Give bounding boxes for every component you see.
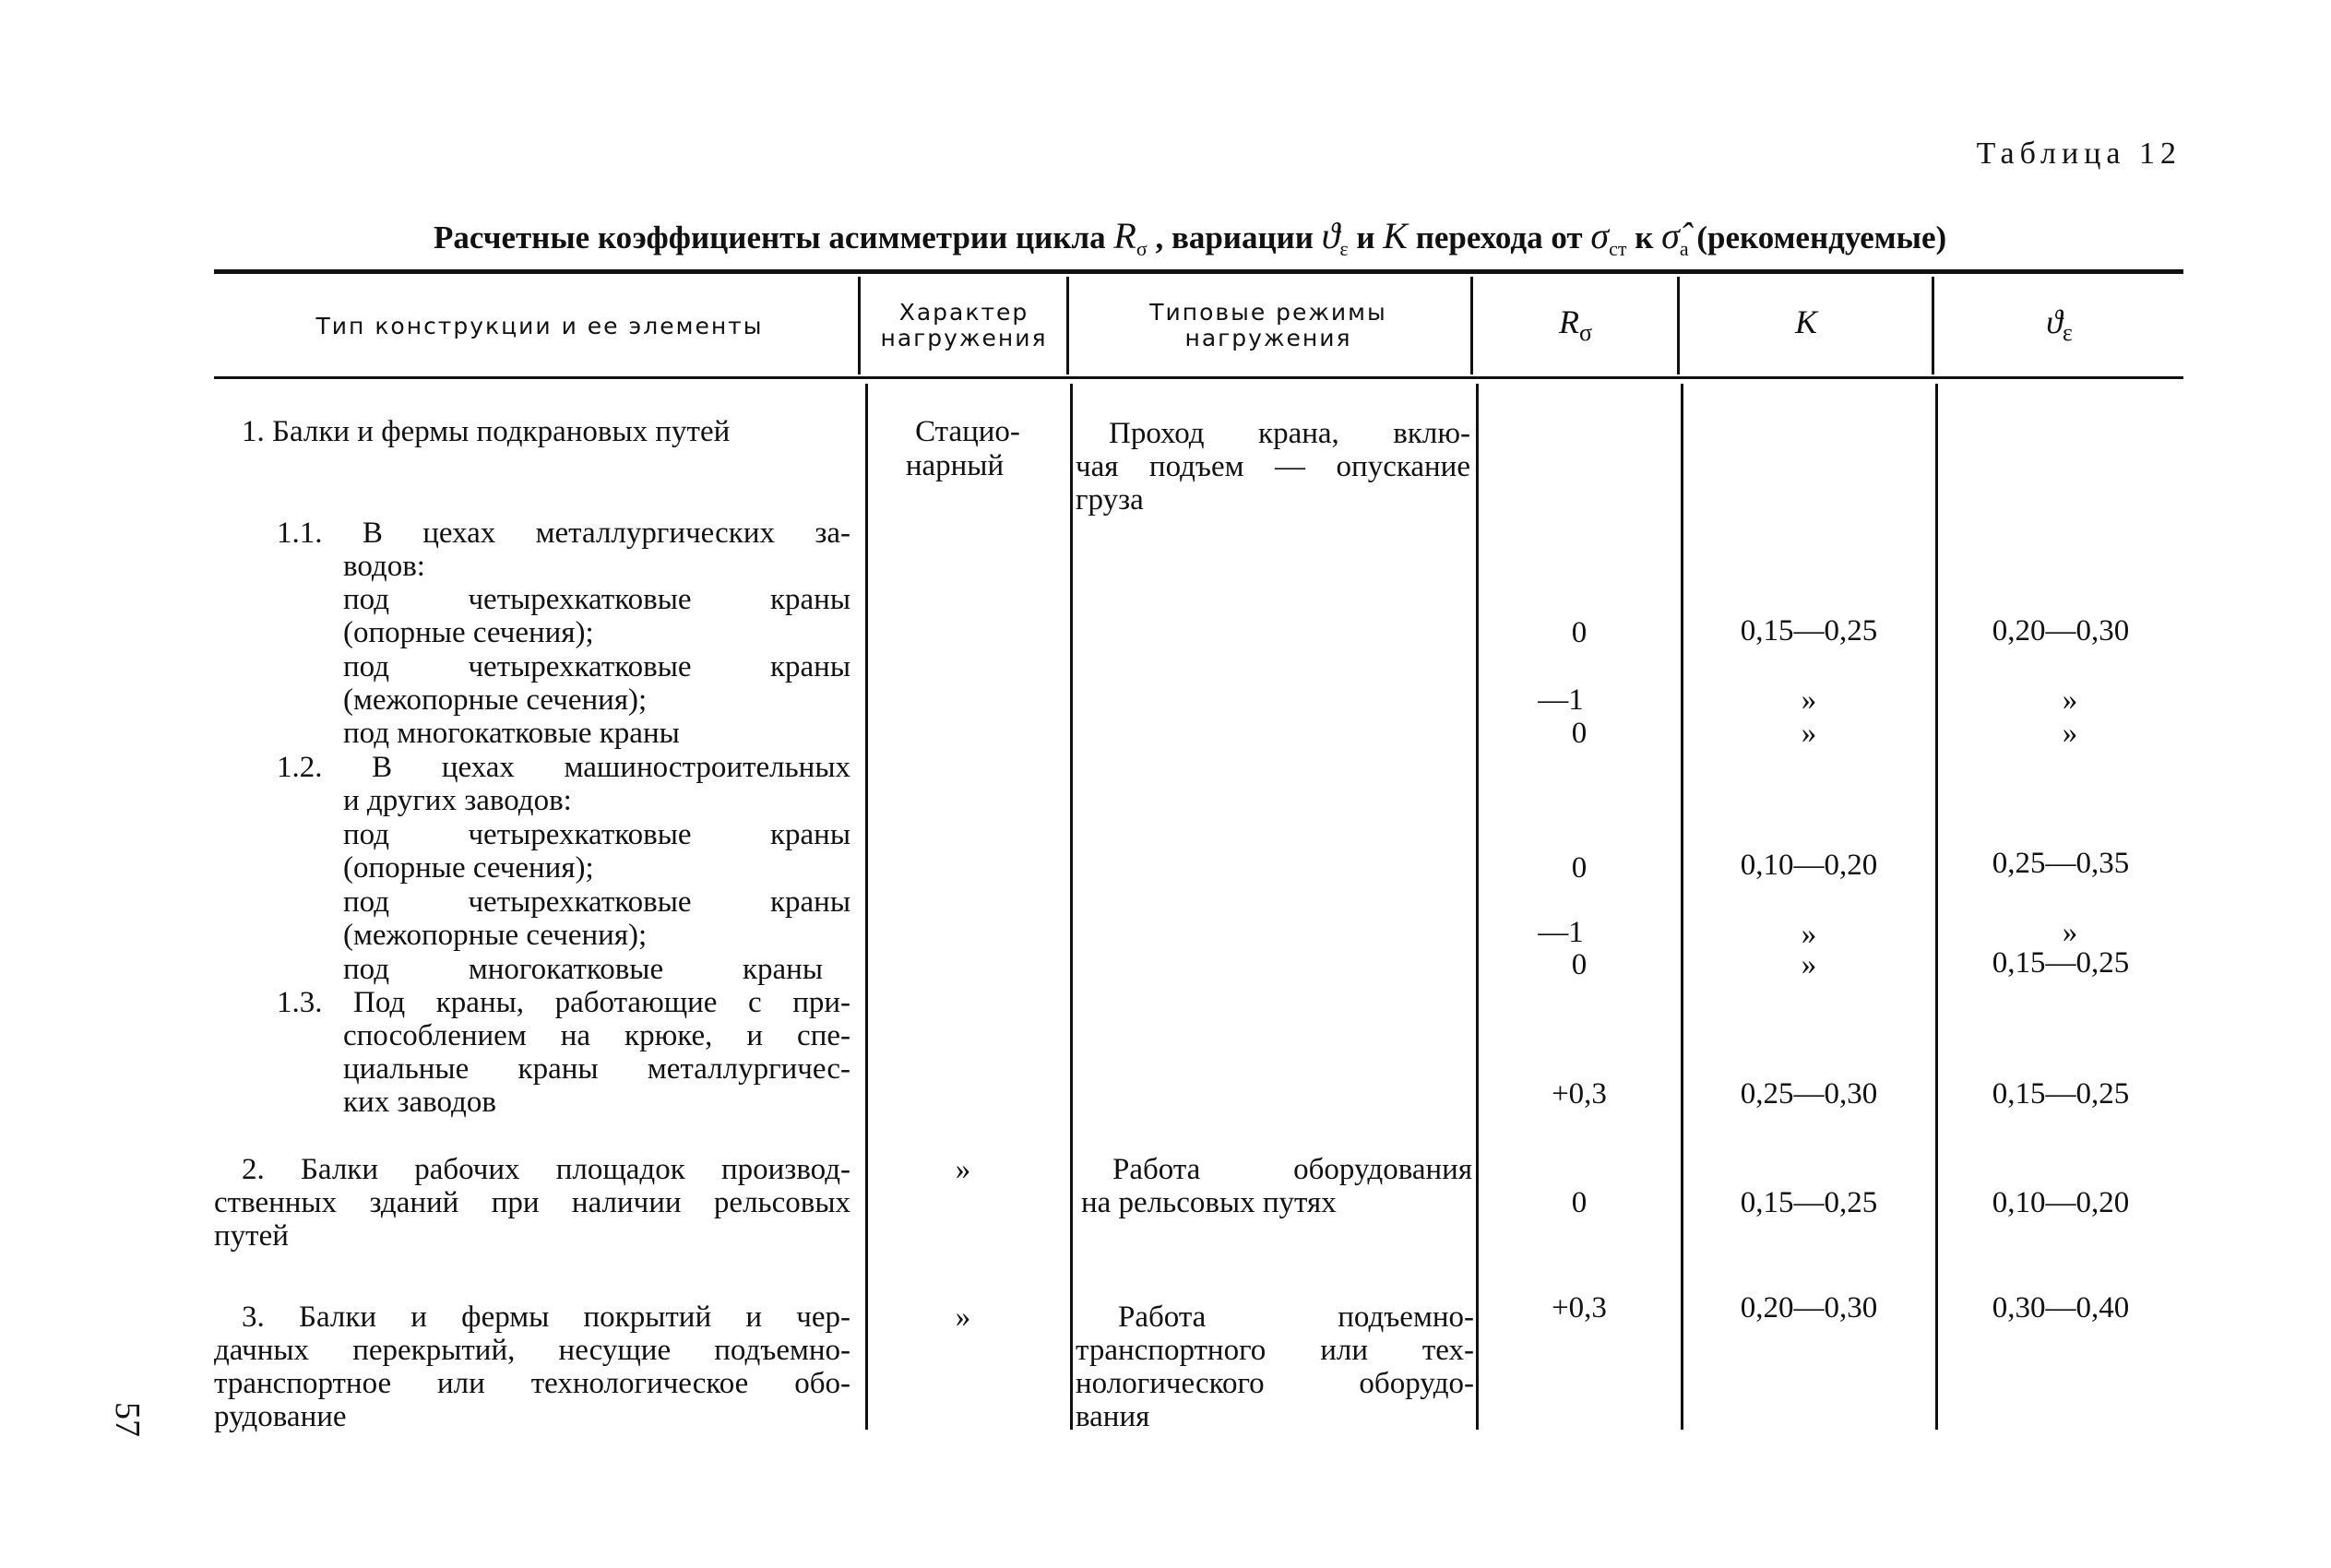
k-value: 0,15—0,25 — [1740, 614, 1878, 647]
header-theta — [1935, 303, 2183, 347]
modes-row3-line2: транспортного или тех- — [1076, 1334, 1474, 1367]
row1-2-line1: 1.2. В цехах машиностроительных — [277, 751, 850, 784]
caption-r-sub: σ — [1136, 237, 1148, 260]
row1-3-line4: ких заводов — [343, 1086, 496, 1119]
load-char-line1: Стацио- — [915, 415, 1020, 448]
caption-theta-sub: ε — [1339, 237, 1349, 260]
row1-1-line7: под многокатковые краны — [343, 717, 680, 750]
header-load-character-1: Характер — [898, 299, 1029, 326]
r-value: 0 — [1571, 717, 1588, 750]
header-modes-2: нагружения — [1184, 325, 1352, 351]
r-value: 0 — [1571, 948, 1588, 981]
r-value: 0 — [1571, 851, 1588, 885]
header-divider — [1066, 277, 1069, 374]
modes-row1-line1: Проход крана, вклю- — [1109, 417, 1470, 450]
header-divider — [1932, 277, 1934, 374]
r-value: —1 — [1538, 683, 1584, 717]
theta-value: 0,30—0,40 — [1992, 1291, 2130, 1324]
header-bottom-rule — [214, 376, 2183, 379]
row2-line2: ственных зданий при наличии рельсовых — [214, 1186, 850, 1219]
row1-1-line3: под четырехкатковые краны — [343, 583, 850, 616]
row1-1-line2: водов: — [343, 550, 425, 583]
row1-3-line2: способлением на крюке, и спе- — [343, 1019, 850, 1052]
header-k: K — [1794, 303, 1817, 340]
body-divider — [1681, 384, 1683, 1430]
modes-row3-line1: Работа подъемно- — [1118, 1301, 1474, 1334]
k-value: » — [1801, 683, 1817, 717]
r-value: +0,3 — [1552, 1291, 1607, 1324]
header-type: Тип конструкции и ее элементы — [315, 313, 764, 339]
body-divider — [865, 384, 868, 1430]
k-value: 0,15—0,25 — [1740, 1186, 1878, 1219]
row1-2-line4: (опорные сечения); — [343, 851, 594, 885]
page-number: 57 — [108, 1402, 147, 1437]
theta-value: 0,15—0,25 — [1992, 946, 2130, 980]
theta-value: 0,20—0,30 — [1992, 614, 2130, 647]
caption-mid1: , вариации — [1147, 220, 1322, 255]
header-divider — [1677, 277, 1680, 374]
k-value: 0,25—0,30 — [1740, 1077, 1878, 1111]
caption-sigma-st-sub: ст — [1609, 237, 1627, 260]
header-divider — [858, 277, 861, 374]
caption-k-symbol: K — [1383, 215, 1408, 256]
caption-mid3: перехода от — [1407, 220, 1591, 255]
theta-value: » — [2062, 916, 2078, 949]
r-value: 0 — [1571, 616, 1588, 649]
k-value: 0,10—0,20 — [1740, 849, 1878, 882]
row1-2-line2: и других заводов: — [343, 784, 572, 817]
row3-line4: рудование — [214, 1400, 347, 1433]
caption-sigma-st: σ — [1590, 215, 1610, 256]
row1-2-line6: (межопорные сечения); — [343, 919, 648, 952]
table-top-rule — [214, 269, 2183, 274]
k-value: » — [1801, 717, 1817, 750]
row3-line1: 3. Балки и фермы покрытий и чер- — [242, 1301, 850, 1334]
theta-value: 0,25—0,35 — [1992, 847, 2130, 880]
header-theta-sub: ε — [2062, 319, 2073, 347]
theta-value: » — [2062, 683, 2078, 717]
header-theta-symbol: ϑ — [2046, 303, 2063, 340]
row3-line2: дачных перекрытий, несущие подъемно- — [214, 1334, 850, 1367]
header-r-sub: σ — [1578, 319, 1592, 347]
body-divider — [1476, 384, 1479, 1430]
modes-row3-line3: нологического оборудо- — [1076, 1367, 1474, 1400]
modes-row2-line2: на рельсовых путях — [1081, 1186, 1337, 1219]
header-load-character-2: нагружения — [880, 325, 1048, 351]
row1-3-line3: циальные краны металлургичес- — [343, 1052, 850, 1086]
caption-sigma-a-sub: a — [1679, 237, 1689, 260]
load-char-line2: нарный — [905, 449, 1005, 482]
body-divider — [1070, 384, 1073, 1430]
r-value: —1 — [1538, 916, 1584, 949]
caption-pre: Расчетные коэффициенты асимметрии цикла — [434, 220, 1114, 255]
caption-to: к — [1626, 220, 1662, 255]
row1-1-line6: (межопорные сечения); — [343, 683, 648, 717]
header-r-sigma — [1474, 303, 1677, 347]
row1-1-line5: под четырехкатковые краны — [343, 650, 850, 683]
row3-line3: транспортное или технологическое обо- — [214, 1367, 850, 1400]
row1-2-line5: под четырехкатковые краны — [343, 885, 850, 919]
k-value: » — [1801, 948, 1817, 981]
table-caption — [434, 214, 1946, 261]
k-value: 0,20—0,30 — [1740, 1291, 1878, 1324]
modes-row2-line1: Работа оборудования — [1112, 1153, 1472, 1186]
load-char-row2: » — [955, 1153, 971, 1186]
row1-2-line7: под многокатковые краны — [343, 953, 823, 986]
row2-line1: 2. Балки рабочих площадок производ- — [242, 1153, 850, 1186]
caption-post: (рекомендуемые) — [1688, 220, 1947, 255]
theta-value: 0,15—0,25 — [1992, 1077, 2130, 1111]
caption-sigma-a: σ̂ — [1661, 215, 1680, 256]
theta-value: 0,10—0,20 — [1992, 1186, 2130, 1219]
row1-1-line1: 1.1. В цехах металлургических за- — [277, 517, 850, 550]
body-divider — [1935, 384, 1938, 1430]
modes-row1-line3: груза — [1076, 483, 1144, 517]
modes-row1-line2: чая подъем — опускание — [1076, 450, 1470, 483]
modes-row3-line4: вания — [1076, 1400, 1150, 1433]
row2-line3: путей — [214, 1219, 289, 1253]
r-value: 0 — [1571, 1186, 1588, 1219]
header-modes-1: Типовые режимы — [1149, 299, 1387, 326]
theta-value: » — [2062, 717, 2078, 750]
header-divider — [1470, 277, 1473, 374]
load-char-row3: » — [955, 1301, 971, 1334]
k-value: » — [1801, 918, 1817, 951]
r-value: +0,3 — [1552, 1077, 1607, 1111]
row1-3-line1: 1.3. Под краны, работающие с при- — [277, 986, 850, 1019]
table-label: Таблица 12 — [1976, 137, 2182, 171]
header-r-symbol: R — [1558, 303, 1579, 340]
caption-mid2: и — [1348, 220, 1384, 255]
row1-label: 1. Балки и фермы подкрановых путей — [242, 415, 731, 448]
caption-r-symbol: R — [1113, 215, 1136, 256]
row1-2-line3: под четырехкатковые краны — [343, 818, 850, 851]
caption-theta-symbol: ϑ — [1321, 215, 1340, 256]
row1-1-line4: (опорные сечения); — [343, 616, 594, 649]
